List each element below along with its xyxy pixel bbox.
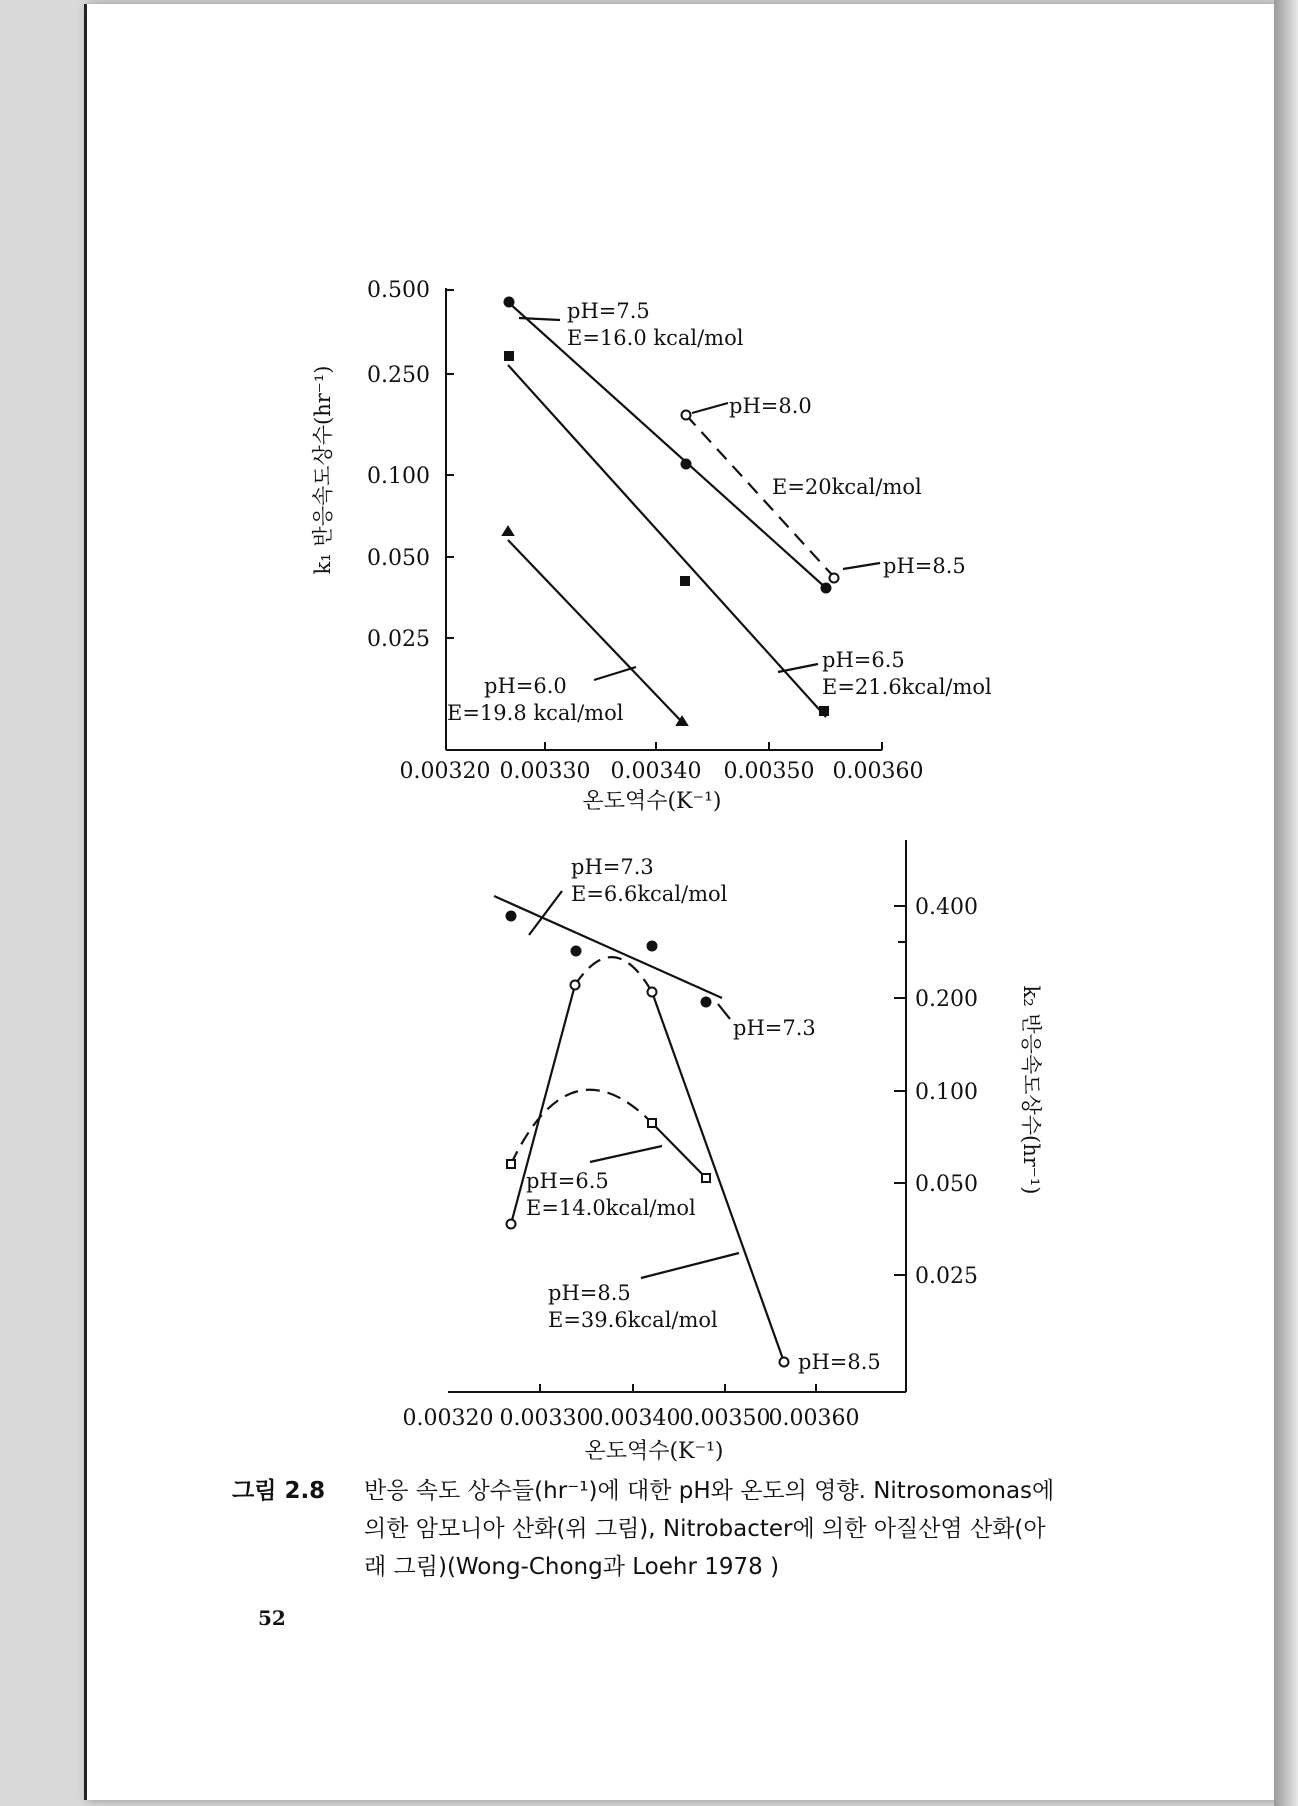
annotation-label: E=21.6kcal/mol (822, 675, 992, 699)
bottom-y-axis-label: k₂ 반응속도상수(hr⁻¹) (1019, 985, 1043, 1195)
bottom-x-tick: 0.00330 (499, 1406, 591, 1431)
data-point-ph6.5 (820, 707, 828, 715)
top-x-tick: 0.00330 (499, 759, 591, 784)
annotation-label: E=6.6kcal/mol (571, 882, 728, 906)
annotation-leader (718, 1004, 730, 1019)
data-point-ph6.5 (648, 1119, 656, 1127)
annotation-leader (594, 667, 636, 680)
data-point-ph7.5 (505, 298, 514, 307)
bottom-x-ticks (403, 1406, 860, 1431)
top-x-tick: 0.00350 (723, 759, 815, 784)
top-y-tick: 0.500 (367, 278, 430, 303)
annotation-label: pH=6.0 (484, 674, 567, 698)
top-x-ticks (400, 759, 924, 784)
data-point-ph7.3 (572, 947, 581, 956)
data-point-ph8.5 (648, 988, 657, 997)
annotation-label: E=39.6kcal/mol (548, 1308, 718, 1332)
annotation-label: pH=8.5 (548, 1281, 631, 1305)
data-point-ph6.0 (503, 527, 513, 535)
bottom-y-tick: 0.025 (915, 1264, 978, 1289)
data-point-ph6.5 (702, 1174, 710, 1182)
bottom-y-tick: 0.050 (915, 1172, 978, 1197)
bottom-x-axis-label: 온도역수(K⁻¹) (584, 1439, 724, 1464)
bottom-chart-lines (494, 891, 784, 1362)
annotation-label: E=19.8 kcal/mol (447, 701, 624, 725)
data-point-ph7.3 (507, 912, 516, 921)
data-point-ph6.5 (507, 1160, 515, 1168)
figure-number: 그림 2.8 (232, 1478, 326, 1504)
data-point-ph7.3 (702, 998, 711, 1007)
bottom-x-tick: 0.00340 (589, 1406, 681, 1431)
annotation-label: pH=7.3 (571, 855, 654, 879)
bottom-y-tick: 0.400 (915, 895, 978, 920)
bottom-chart-annotations (526, 855, 881, 1374)
top-y-tick: 0.250 (367, 363, 430, 388)
annotation-label: E=14.0kcal/mol (526, 1196, 696, 1220)
annotation-label: pH=7.5 (567, 299, 650, 323)
data-point-ph7.3 (648, 942, 657, 951)
caption-line: 의한 암모니아 산화(위 그림), Nitrobacter에 의한 아질산염 산화(아 (364, 1516, 1046, 1542)
bottom-y-tick: 0.200 (915, 987, 978, 1012)
data-point-ph8.5 (507, 1220, 516, 1229)
top-y-tick: 0.100 (367, 464, 430, 489)
annotation-leader (843, 563, 880, 569)
annotation-label: pH=6.5 (526, 1169, 609, 1193)
series-line-ph6.5 (652, 1123, 706, 1178)
annotation-label: E=20kcal/mol (772, 475, 922, 499)
top-chart-markers (503, 298, 839, 726)
top-x-axis-label: 온도역수(K⁻¹) (582, 789, 722, 814)
data-point-ph8.5 (780, 1358, 789, 1367)
bottom-x-tick: 0.00360 (768, 1406, 860, 1431)
data-point-ph6.5 (505, 352, 513, 360)
annotation-leader (590, 1146, 662, 1162)
data-point-ph8.5 (830, 574, 839, 583)
bottom-x-tick: 0.00350 (679, 1406, 771, 1431)
data-point-ph7.5 (682, 460, 691, 469)
page-number: 52 (258, 1606, 286, 1630)
annotation-leader (778, 664, 818, 672)
top-x-tick: 0.00340 (610, 759, 702, 784)
annotation-label: pH=8.0 (729, 394, 812, 418)
annotation-label: pH=8.5 (883, 554, 966, 578)
caption-text (364, 1472, 1214, 1586)
top-y-axis-label: k₁ 반응속도상수(hr⁻¹) (311, 365, 335, 575)
series-line-ph7.3 (494, 896, 722, 998)
series-line-ph8.5 (652, 992, 784, 1362)
annotation-leader (641, 1253, 739, 1278)
top-x-tick: 0.00360 (832, 759, 924, 784)
annotation-label: pH=8.5 (798, 1350, 881, 1374)
bottom-y-tick: 0.100 (915, 1080, 978, 1105)
bottom-x-tick: 0.00320 (402, 1406, 494, 1431)
annotation-label: pH=6.5 (822, 648, 905, 672)
annotation-label: pH=7.3 (733, 1016, 816, 1040)
top-y-tick: 0.025 (367, 627, 430, 652)
data-point-ph8.5 (571, 981, 580, 990)
top-y-tick: 0.050 (367, 546, 430, 571)
bottom-y-ticks (915, 895, 978, 1289)
data-point-ph8.0 (682, 411, 691, 420)
data-point-ph7.5 (822, 584, 831, 593)
annotation-leader (519, 318, 560, 320)
data-point-ph6.5 (681, 577, 689, 585)
annotation-label: E=16.0 kcal/mol (567, 326, 744, 350)
caption-line: 래 그림)(Wong-Chong과 Loehr 1978 ) (364, 1554, 780, 1580)
top-chart-annotations (447, 299, 992, 725)
annotation-leader (692, 403, 728, 413)
top-y-ticks (367, 278, 430, 652)
top-x-tick: 0.00320 (399, 759, 491, 784)
caption-line: 반응 속도 상수들(hr⁻¹)에 대한 pH와 온도의 영향. Nitrosomonas에 (364, 1478, 1055, 1504)
